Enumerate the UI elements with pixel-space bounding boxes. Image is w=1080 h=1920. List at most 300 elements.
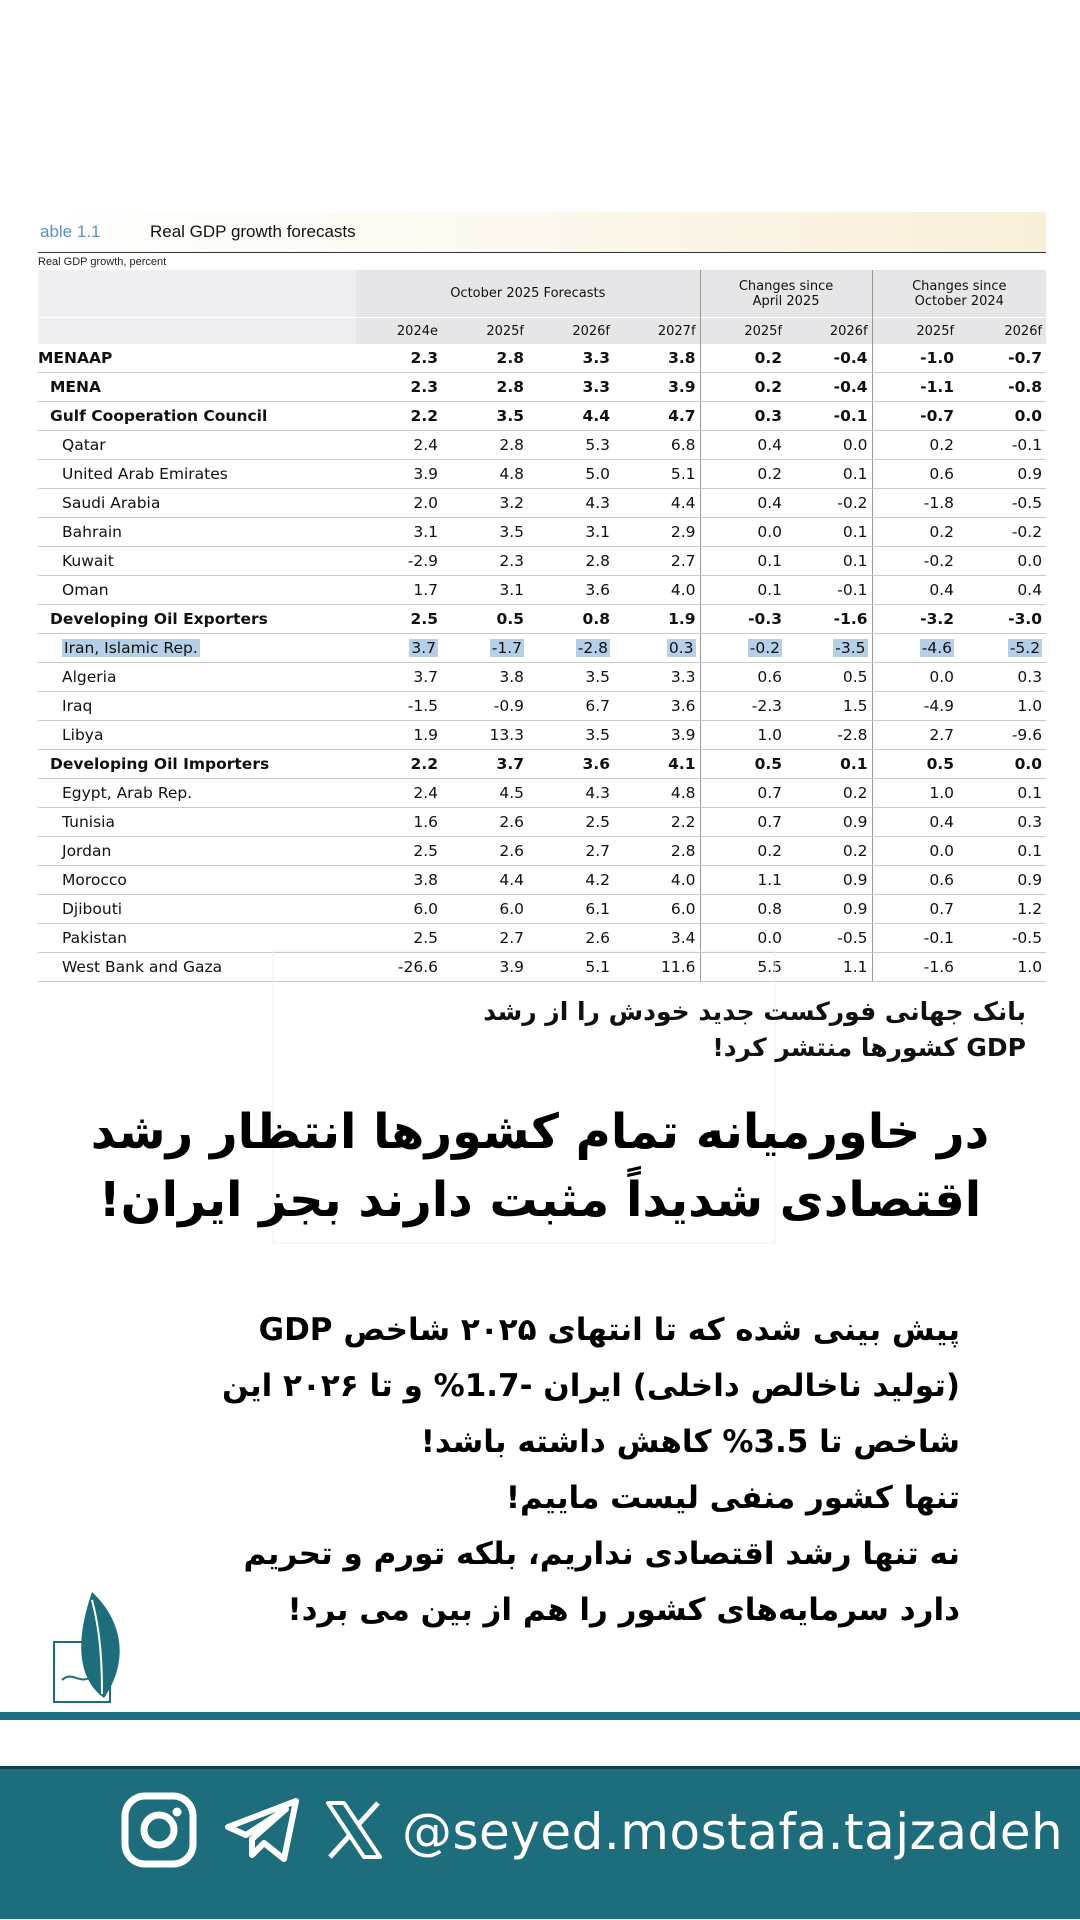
table-cell bbox=[786, 808, 872, 837]
table-cell bbox=[528, 634, 614, 663]
cell-value: 0.4 bbox=[929, 581, 955, 599]
table-cell bbox=[872, 634, 958, 663]
table-cell bbox=[700, 663, 786, 692]
table-row bbox=[38, 663, 1046, 692]
cell-value: -0.4 bbox=[833, 349, 868, 367]
table-cell bbox=[528, 779, 614, 808]
table-cell bbox=[442, 808, 528, 837]
table-cell bbox=[528, 866, 614, 895]
group-changes-april-line1: Changes since bbox=[738, 278, 834, 294]
table-cell bbox=[872, 895, 958, 924]
cell-value: 5.1 bbox=[585, 958, 610, 976]
cell-value: 0.2 bbox=[757, 465, 783, 483]
row-label bbox=[38, 895, 356, 924]
table-cell bbox=[614, 663, 700, 692]
cell-value: 0.5 bbox=[926, 755, 955, 773]
table-cell bbox=[442, 576, 528, 605]
row-label-text: Oman bbox=[62, 581, 109, 599]
cell-value: 0.5 bbox=[754, 755, 783, 773]
cell-value: 3.5 bbox=[585, 726, 610, 744]
cell-value: -0.2 bbox=[923, 552, 955, 570]
table-cell bbox=[528, 373, 614, 402]
cell-value: 0.2 bbox=[842, 842, 868, 860]
intro-text bbox=[300, 994, 1026, 1066]
cell-value: -0.1 bbox=[833, 407, 868, 425]
cell-value: 0.3 bbox=[668, 639, 694, 657]
cell-value: 2.6 bbox=[499, 813, 524, 831]
cell-value: -2.3 bbox=[751, 697, 783, 715]
row-label-text: Saudi Arabia bbox=[62, 494, 161, 512]
cell-value: -2.8 bbox=[577, 639, 608, 657]
cell-value: 0.9 bbox=[842, 871, 868, 889]
cell-value: 0.0 bbox=[1017, 552, 1043, 570]
table-cell bbox=[528, 924, 614, 953]
cell-value: 4.0 bbox=[670, 871, 696, 889]
table-row bbox=[38, 605, 1046, 634]
table-cell bbox=[356, 837, 442, 866]
table-cell bbox=[872, 605, 958, 634]
table-cell bbox=[786, 750, 872, 779]
table-cell bbox=[958, 750, 1046, 779]
row-label-text: Developing Oil Importers bbox=[50, 755, 270, 773]
year-header-row bbox=[38, 318, 1046, 345]
body-text bbox=[120, 1302, 960, 1638]
body-line: شاخص تا 3.5% کاهش داشته باشد! bbox=[420, 1424, 960, 1460]
row-label bbox=[38, 489, 356, 518]
row-label bbox=[38, 924, 356, 953]
social-bar bbox=[120, 1782, 1063, 1882]
cell-value: 5.5 bbox=[757, 958, 783, 976]
cell-value: 2.6 bbox=[585, 929, 610, 947]
cell-value: 2.7 bbox=[670, 552, 696, 570]
cell-value: -0.1 bbox=[923, 929, 955, 947]
table-cell bbox=[786, 953, 872, 982]
gdp-table bbox=[38, 270, 1046, 982]
table-row bbox=[38, 837, 1046, 866]
table-cell bbox=[700, 837, 786, 866]
cell-value: 2.2 bbox=[410, 407, 438, 425]
table-cell bbox=[356, 547, 442, 576]
table-cell bbox=[614, 344, 700, 373]
table-cell bbox=[786, 402, 872, 431]
row-label bbox=[38, 837, 356, 866]
cell-value: 0.4 bbox=[929, 813, 955, 831]
table-cell bbox=[786, 518, 872, 547]
cell-value: 0.6 bbox=[757, 668, 783, 686]
table-cell bbox=[958, 489, 1046, 518]
table-cell bbox=[958, 518, 1046, 547]
table-cell bbox=[614, 518, 700, 547]
table-cell bbox=[614, 460, 700, 489]
table-cell bbox=[872, 721, 958, 750]
table-cell bbox=[528, 402, 614, 431]
cell-value: 0.9 bbox=[1017, 871, 1043, 889]
table-cell bbox=[700, 402, 786, 431]
year-header: 2025f bbox=[872, 318, 958, 345]
row-label-text: West Bank and Gaza bbox=[62, 958, 223, 976]
row-label-text: Kuwait bbox=[62, 552, 114, 570]
table-cell bbox=[958, 547, 1046, 576]
cell-value: 0.5 bbox=[496, 610, 524, 628]
row-label-text: Egypt, Arab Rep. bbox=[62, 784, 193, 802]
headline bbox=[60, 1098, 1020, 1234]
table-cell bbox=[958, 431, 1046, 460]
table-cell bbox=[356, 779, 442, 808]
cell-value: 0.1 bbox=[757, 552, 783, 570]
cell-value: 2.3 bbox=[499, 552, 524, 570]
table-cell bbox=[958, 721, 1046, 750]
table-row bbox=[38, 895, 1046, 924]
table-cell bbox=[786, 866, 872, 895]
cell-value: 0.3 bbox=[1017, 813, 1043, 831]
cell-value: 4.3 bbox=[585, 784, 610, 802]
table-cell bbox=[700, 547, 786, 576]
cell-value: 0.9 bbox=[842, 813, 868, 831]
table-cell bbox=[356, 402, 442, 431]
table-cell bbox=[786, 489, 872, 518]
table-cell bbox=[700, 489, 786, 518]
cell-value: 0.2 bbox=[757, 842, 783, 860]
row-label-text: MENAAP bbox=[38, 349, 113, 367]
cell-value: 6.0 bbox=[499, 900, 524, 918]
table-cell bbox=[786, 634, 872, 663]
table-cell bbox=[872, 460, 958, 489]
cell-value: 0.1 bbox=[840, 755, 868, 773]
row-label-text: United Arab Emirates bbox=[62, 465, 228, 483]
table-cell bbox=[356, 373, 442, 402]
cell-value: 0.5 bbox=[842, 668, 868, 686]
gdp-table-image bbox=[38, 212, 1046, 982]
table-cell bbox=[614, 576, 700, 605]
table-cell bbox=[442, 663, 528, 692]
cell-value: 0.6 bbox=[929, 871, 955, 889]
group-changes-april bbox=[700, 270, 872, 318]
table-cell bbox=[442, 344, 528, 373]
cell-value: 0.0 bbox=[929, 842, 955, 860]
row-label-text: Iraq bbox=[62, 697, 93, 715]
table-cell bbox=[958, 895, 1046, 924]
cell-value: 3.8 bbox=[668, 349, 696, 367]
table-cell bbox=[872, 373, 958, 402]
table-cell bbox=[958, 663, 1046, 692]
table-cell bbox=[786, 373, 872, 402]
cell-value: 13.3 bbox=[489, 726, 524, 744]
cell-value: -3.0 bbox=[1008, 610, 1043, 628]
table-cell bbox=[614, 692, 700, 721]
table-cell bbox=[958, 808, 1046, 837]
group-header-row bbox=[38, 270, 1046, 318]
table-cell bbox=[700, 344, 786, 373]
table-cell bbox=[958, 576, 1046, 605]
headline-line: در خاورمیانه تمام کشورها انتظار رشد bbox=[90, 1104, 990, 1160]
row-label bbox=[38, 750, 356, 779]
row-label-text: Tunisia bbox=[62, 813, 115, 831]
table-cell bbox=[614, 547, 700, 576]
row-label bbox=[38, 605, 356, 634]
social-handle[interactable]: @seyed.mostafa.tajzadeh bbox=[402, 1803, 1064, 1861]
footer-rule-gap bbox=[0, 1720, 1080, 1724]
cell-value: 0.0 bbox=[929, 668, 955, 686]
table-cell bbox=[700, 808, 786, 837]
row-label-text: Iran, Islamic Rep. bbox=[64, 639, 198, 657]
cell-value: 1.0 bbox=[757, 726, 783, 744]
table-cell bbox=[356, 518, 442, 547]
cell-value: -4.9 bbox=[923, 697, 955, 715]
header-blank bbox=[38, 270, 356, 318]
cell-value: 3.1 bbox=[413, 523, 438, 541]
table-cell bbox=[442, 750, 528, 779]
table-cell bbox=[872, 576, 958, 605]
cell-value: 0.8 bbox=[757, 900, 783, 918]
table-cell bbox=[614, 750, 700, 779]
year-header: 2024e bbox=[356, 318, 442, 345]
telegram-icon[interactable] bbox=[224, 1795, 302, 1869]
group-changes-october-line2: October 2024 bbox=[914, 293, 1004, 309]
cell-value: 0.8 bbox=[582, 610, 610, 628]
table-row bbox=[38, 489, 1046, 518]
body-line: (تولید ناخالص داخلی) ایران -1.7% و تا ۲۰۲۶ این bbox=[222, 1368, 960, 1404]
cell-value: 6.0 bbox=[413, 900, 438, 918]
cell-value: -0.2 bbox=[837, 494, 868, 512]
row-label bbox=[38, 518, 356, 547]
cell-value: 3.9 bbox=[413, 465, 438, 483]
instagram-icon[interactable] bbox=[120, 1791, 198, 1873]
cell-value: -0.8 bbox=[1008, 378, 1043, 396]
cell-value: 2.2 bbox=[410, 755, 438, 773]
row-label bbox=[38, 721, 356, 750]
cell-value: 4.4 bbox=[499, 871, 524, 889]
row-label-text: Jordan bbox=[62, 842, 112, 860]
cell-value: -2.8 bbox=[837, 726, 868, 744]
cell-value: -3.2 bbox=[920, 610, 955, 628]
table-cell bbox=[614, 373, 700, 402]
table-cell bbox=[528, 576, 614, 605]
cell-value: -0.1 bbox=[837, 581, 868, 599]
cell-value: 2.2 bbox=[670, 813, 696, 831]
cell-value: 4.5 bbox=[499, 784, 524, 802]
table-cell bbox=[614, 837, 700, 866]
table-cell bbox=[872, 344, 958, 373]
body-line: پیش بینی شده که تا انتهای ۲۰۲۵ شاخص GDP bbox=[258, 1312, 960, 1348]
cell-value: 0.6 bbox=[929, 465, 955, 483]
table-cell bbox=[872, 866, 958, 895]
table-cell bbox=[442, 634, 528, 663]
cell-value: -0.2 bbox=[749, 639, 781, 657]
cell-value: -26.6 bbox=[397, 958, 438, 976]
table-cell bbox=[958, 953, 1046, 982]
table-cell bbox=[442, 721, 528, 750]
cell-value: 2.7 bbox=[499, 929, 524, 947]
cell-value: 0.1 bbox=[842, 523, 868, 541]
headline-line: اقتصادی شدیداً مثبت دارند بجز ایران! bbox=[98, 1172, 982, 1228]
cell-value: 2.8 bbox=[496, 378, 524, 396]
cell-value: 3.9 bbox=[499, 958, 524, 976]
table-cell bbox=[356, 750, 442, 779]
table-cell bbox=[786, 924, 872, 953]
table-cell bbox=[356, 866, 442, 895]
leaf-logo-icon bbox=[52, 1590, 136, 1706]
table-cell bbox=[356, 663, 442, 692]
table-cell bbox=[356, 692, 442, 721]
cell-value: 4.2 bbox=[585, 871, 610, 889]
table-row bbox=[38, 344, 1046, 373]
table-cell bbox=[356, 431, 442, 460]
cell-value: 3.6 bbox=[585, 581, 610, 599]
cell-value: 3.4 bbox=[670, 929, 696, 947]
cell-value: -0.7 bbox=[1008, 349, 1043, 367]
cell-value: 3.7 bbox=[411, 639, 436, 657]
cell-value: -0.3 bbox=[748, 610, 783, 628]
table-cell bbox=[700, 750, 786, 779]
table-cell bbox=[872, 663, 958, 692]
table-cell bbox=[700, 431, 786, 460]
table-cell bbox=[614, 779, 700, 808]
cell-value: 0.0 bbox=[1014, 755, 1043, 773]
table-body bbox=[38, 344, 1046, 982]
table-cell bbox=[442, 866, 528, 895]
group-changes-october-line1: Changes since bbox=[912, 278, 1007, 294]
table-row bbox=[38, 866, 1046, 895]
row-label bbox=[38, 663, 356, 692]
row-label bbox=[38, 779, 356, 808]
cell-value: -1.0 bbox=[920, 349, 955, 367]
table-cell bbox=[356, 895, 442, 924]
cell-value: 2.3 bbox=[410, 349, 438, 367]
cell-value: -1.1 bbox=[920, 378, 955, 396]
table-cell bbox=[786, 837, 872, 866]
cell-value: -1.6 bbox=[923, 958, 955, 976]
cell-value: 2.7 bbox=[929, 726, 955, 744]
cell-value: -2.9 bbox=[407, 552, 438, 570]
table-cell bbox=[700, 576, 786, 605]
cell-value: 4.7 bbox=[668, 407, 696, 425]
cell-value: 1.0 bbox=[929, 784, 955, 802]
table-subtitle: Real GDP growth, percent bbox=[38, 256, 167, 268]
year-header: 2025f bbox=[442, 318, 528, 345]
table-cell bbox=[958, 373, 1046, 402]
cell-value: -1.5 bbox=[407, 697, 438, 715]
cell-value: 1.1 bbox=[842, 958, 868, 976]
table-cell bbox=[442, 605, 528, 634]
table-cell bbox=[356, 344, 442, 373]
body-line: دارد سرمایه‌های کشور را هم از بین می برد! bbox=[287, 1592, 960, 1628]
table-cell bbox=[356, 489, 442, 518]
table-cell bbox=[614, 634, 700, 663]
row-label bbox=[38, 344, 356, 373]
cell-value: 1.1 bbox=[757, 871, 783, 889]
table-cell bbox=[614, 431, 700, 460]
table-cell bbox=[700, 692, 786, 721]
body-line: نه تنها رشد اقتصادی نداریم، بلکه تورم و تحریم bbox=[243, 1536, 960, 1572]
cell-value: 2.8 bbox=[499, 436, 524, 454]
group-changes-april-line2: April 2025 bbox=[752, 293, 820, 309]
table-cell bbox=[872, 924, 958, 953]
table-row bbox=[38, 634, 1046, 663]
row-label-text: Gulf Cooperation Council bbox=[50, 407, 268, 425]
cell-value: 2.5 bbox=[410, 610, 438, 628]
row-label-text: Qatar bbox=[62, 436, 106, 454]
cell-value: -0.1 bbox=[1011, 436, 1043, 454]
table-cell bbox=[528, 750, 614, 779]
cell-value: 0.9 bbox=[842, 900, 868, 918]
intro-line: GDP کشورها منتشر کرد! bbox=[712, 1033, 1026, 1062]
cell-value: 3.3 bbox=[670, 668, 696, 686]
table-cell bbox=[958, 779, 1046, 808]
table-cell bbox=[700, 866, 786, 895]
cell-value: 0.0 bbox=[757, 929, 783, 947]
cell-value: -0.7 bbox=[920, 407, 955, 425]
cell-value: -0.5 bbox=[1011, 929, 1043, 947]
table-cell bbox=[786, 779, 872, 808]
cell-value: 2.3 bbox=[410, 378, 438, 396]
table-cell bbox=[786, 431, 872, 460]
table-cell bbox=[958, 692, 1046, 721]
table-cell bbox=[872, 431, 958, 460]
table-cell bbox=[528, 895, 614, 924]
body-line: تنها کشور منفی لیست ماییم! bbox=[505, 1480, 960, 1516]
year-header: 2026f bbox=[786, 318, 872, 345]
row-label bbox=[38, 402, 356, 431]
cell-value: 0.4 bbox=[757, 436, 783, 454]
cell-value: 3.5 bbox=[496, 407, 524, 425]
table-row bbox=[38, 779, 1046, 808]
year-header: 2027f bbox=[614, 318, 700, 345]
table-number: able 1.1 bbox=[40, 222, 101, 241]
table-cell bbox=[872, 750, 958, 779]
table-row bbox=[38, 692, 1046, 721]
cell-value: 5.3 bbox=[585, 436, 610, 454]
table-cell bbox=[700, 634, 786, 663]
cell-value: 1.9 bbox=[668, 610, 696, 628]
table-cell bbox=[872, 692, 958, 721]
cell-value: 0.1 bbox=[842, 465, 868, 483]
table-cell bbox=[442, 692, 528, 721]
cell-value: 0.0 bbox=[842, 436, 868, 454]
table-cell bbox=[442, 518, 528, 547]
cell-value: 11.6 bbox=[661, 958, 696, 976]
cell-value: -0.4 bbox=[833, 378, 868, 396]
table-row bbox=[38, 576, 1046, 605]
cell-value: 3.9 bbox=[668, 378, 696, 396]
cell-value: -3.5 bbox=[835, 639, 866, 657]
cell-value: 2.8 bbox=[496, 349, 524, 367]
table-row bbox=[38, 373, 1046, 402]
group-forecasts: October 2025 Forecasts bbox=[356, 270, 700, 318]
table-cell bbox=[442, 924, 528, 953]
table-cell bbox=[958, 634, 1046, 663]
cell-value: 6.7 bbox=[585, 697, 610, 715]
table-cell bbox=[528, 663, 614, 692]
table-cell bbox=[356, 634, 442, 663]
cell-value: 0.2 bbox=[842, 784, 868, 802]
x-icon[interactable] bbox=[324, 1799, 384, 1865]
row-label bbox=[38, 431, 356, 460]
cell-value: -1.8 bbox=[923, 494, 955, 512]
cell-value: 2.0 bbox=[413, 494, 438, 512]
cell-value: 4.4 bbox=[670, 494, 696, 512]
table-cell bbox=[614, 721, 700, 750]
row-label bbox=[38, 460, 356, 489]
table-cell bbox=[872, 489, 958, 518]
cell-value: 0.0 bbox=[757, 523, 783, 541]
table-cell bbox=[786, 663, 872, 692]
table-cell bbox=[786, 547, 872, 576]
cell-value: 3.7 bbox=[496, 755, 524, 773]
table-cell bbox=[442, 489, 528, 518]
table-row bbox=[38, 924, 1046, 953]
cell-value: 3.5 bbox=[585, 668, 610, 686]
cell-value: 0.4 bbox=[1017, 581, 1043, 599]
